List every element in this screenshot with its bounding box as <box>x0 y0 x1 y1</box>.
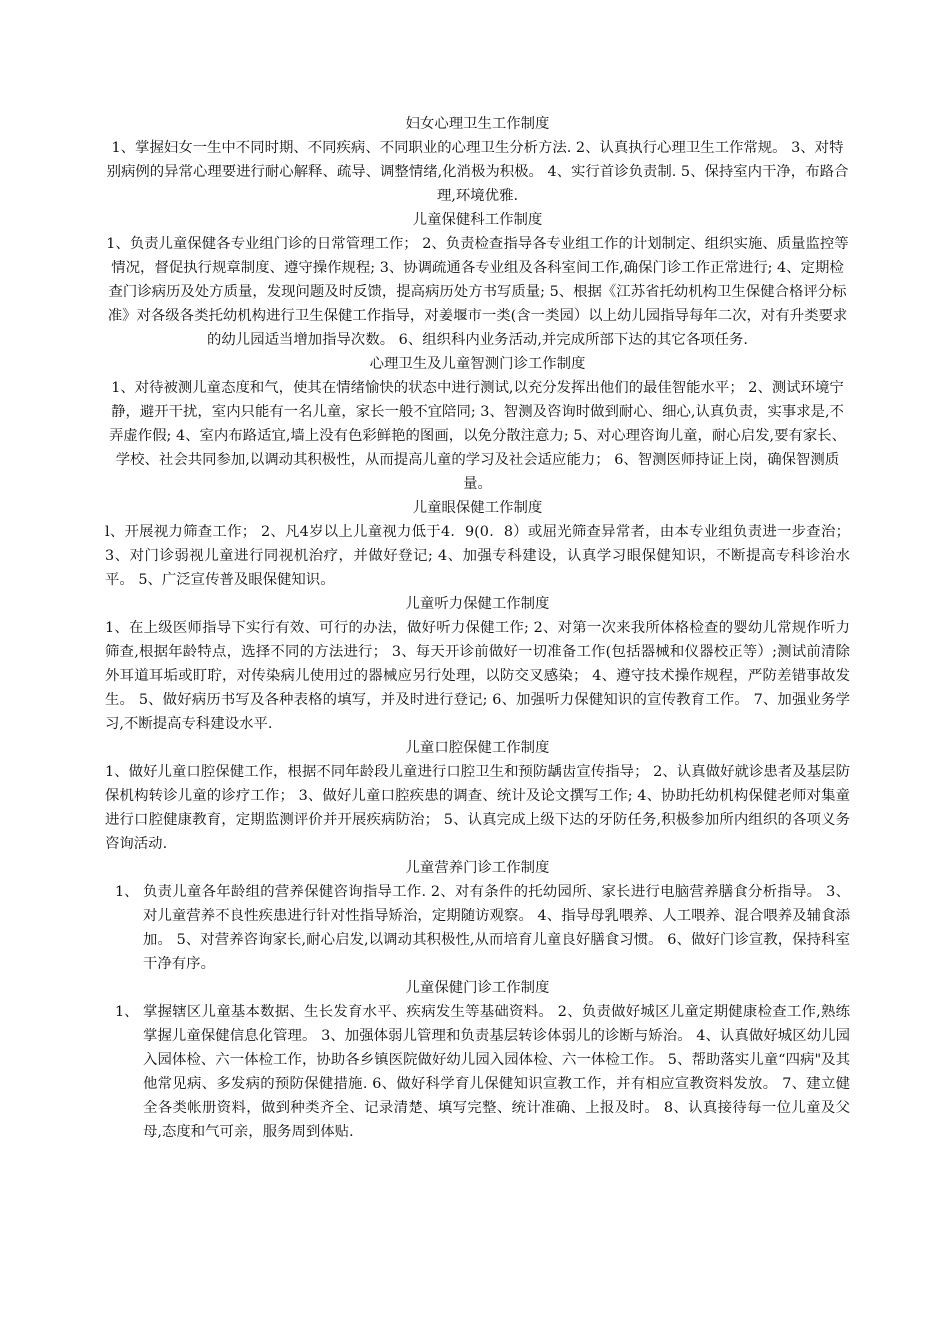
section-child-health-clinic <box>105 976 850 1144</box>
section-body: 负责儿童各年龄组的营养保健咨询指导工作. 2、对有条件的托幼园所、家长进行电脑营养膳食分析指导。 3、对儿童营养不良性疾患进行针对性指导矫治，定期随访观察。 4、指导母乳喂养、人工喂养、混合喂养及辅食添加。 5、对营养咨询家长,耐心启发,以调动其积极性,从而培育儿童良好膳食习惯。 6、做好门诊宣教，保持科室干净有序。 <box>143 884 850 972</box>
section-body: 1、负责儿童保健各专业组门诊的日常管理工作； 2、负责检查指导各专业组工作的计划制定、组织实施、质量监控等情况，督促执行规章制度、遵守操作规程; 3、协调疏通各专业组及各科室间工作,确保门诊工作正常进行; 4、定期检查门诊病历及处方质量，发现问题及时反馈，提高病历处方书写质量; 5、根据《江苏省托幼机构卫生保健合格评分标准》对各级各类托幼机构进行卫生保健工作指导，对姜堰市一类(含一类园）以上幼儿园指导每年二次，对有升类要求的幼儿园适当增加指导次数。 6、组织科内业务活动,并完成所部下达的其它各项任务. <box>106 236 849 348</box>
section-title: 儿童口腔保健工作制度 <box>405 740 550 756</box>
document-page <box>105 112 850 1144</box>
section-body-list <box>105 880 850 976</box>
section-women-mental-health <box>105 112 850 208</box>
section-body: 1、在上级医师指导下实行有效、可行的办法，做好听力保健工作; 2、对第一次来我所体格检查的婴幼儿常规作听力筛查,根据年龄特点，选择不同的方法进行； 3、每天开诊前做好一切准备工作(包括器械和仪器校正等）;测试前清除外耳道耳垢或盯聍，对传染病儿使用过的器械应另行处理，以防交叉感染； 4、遵守技术操作规程，严防差错事故发生。 5、做好病历书写及各种表格的填写，并及时进行登记; 6、加强听力保健知识的宣传教育工作。 7、加强业务学习,不断提高专科建设水平. <box>105 620 850 732</box>
list-number: 1、 <box>115 1004 139 1020</box>
section-mental-iq-clinic <box>105 352 850 496</box>
section-body: 掌握辖区儿童基本数据、生长发育水平、疾病发生等基础资料。 2、负责做好城区儿童定期健康检查工作,熟练掌握儿童保健信息化管理。 3、加强体弱儿管理和负责基层转诊体弱儿的诊断与矫治。 4、认真做好城区幼儿园入园体检、六一体检工作，协助各乡镇医院做好幼儿园入园体检、六一体检工作。 5、帮助落实儿童“四病"及其他常见病、多发病的预防保健措施. 6、做好科学育儿保健知识宣教工作，并有相应宣教资料发放。 7、建立健全各类帐册资料，做到种类齐全、记录清楚、填写完整、统计准确、上报及时。 8、认真接待每一位儿童及父母,态度和气可亲，服务周到体贴. <box>143 1004 850 1140</box>
section-title: 儿童保健科工作制度 <box>412 212 543 228</box>
section-body: l、开展视力筛查工作； 2、凡4岁以上儿童视力低于4．9(0．8）或屈光筛查异常者，由本专业组负责进一步查治； 3、对门诊弱视儿童进行同视机治疗，并做好登记; 4、加强专科建设，认真学习眼保健知识，不断提高专科诊治水平。 5、广泛宣传普及眼保健知识。 <box>105 524 850 588</box>
section-title: 儿童保健门诊工作制度 <box>405 980 550 996</box>
section-body: 1、对待被测儿童态度和气，使其在情绪愉快的状态中进行测试,以充分发挥出他们的最佳智能水平； 2、测试环境宁静，避开干扰，室内只能有一名儿童，家长一般不宜陪同; 3、智测及咨询时做到耐心、细心,认真负责，实事求是,不弄虚作假; 4、室内布路适宜,墙上没有色彩鲜艳的图画，以免分散注意力; 5、对心理咨询儿童，耐心启发,要有家长、学校、社会共同参加,以调动其积极性，从而提高儿童的学习及社会适应能力； 6、智测医师持证上岗，确保智测质量。 <box>108 380 847 492</box>
section-title: 儿童听力保健工作制度 <box>405 596 550 612</box>
section-title: 儿童眼保健工作制度 <box>412 500 543 516</box>
section-title: 妇女心理卫生工作制度 <box>405 116 550 132</box>
section-oral-health <box>105 736 850 856</box>
section-nutrition-clinic <box>105 856 850 976</box>
section-hearing-health <box>105 592 850 736</box>
section-body: 1、做好儿童口腔保健工作，根据不同年龄段儿童进行口腔卫生和预防龋齿宣传指导； 2、认真做好就诊患者及基层防保机构转诊儿童的诊疗工作； 3、做好儿童口腔疾患的调查、统计及论文撰写工作; 4、协助托幼机构保健老师对集童进行口腔健康教育，定期监测评价并开展疾病防治； 5、认真完成上级下达的牙防任务,积极参加所内组织的各项义务咨询活动. <box>105 764 850 852</box>
section-title: 心理卫生及儿童智测门诊工作制度 <box>369 356 586 372</box>
list-number: 1、 <box>115 884 139 900</box>
section-title: 儿童营养门诊工作制度 <box>405 860 550 876</box>
section-body: 1、掌握妇女一生中不同时期、不同疾病、不同职业的心理卫生分析方法. 2、认真执行心理卫生工作常规。 3、对特别病例的异常心理要进行耐心解释、疏导、调整情绪,化消极为积极。 4、实行首诊负责制. 5、保持室内干净，布路合理,环境优雅. <box>106 140 849 204</box>
section-child-health-dept <box>105 208 850 352</box>
section-eye-health <box>105 496 850 592</box>
section-body-list <box>105 1000 850 1144</box>
